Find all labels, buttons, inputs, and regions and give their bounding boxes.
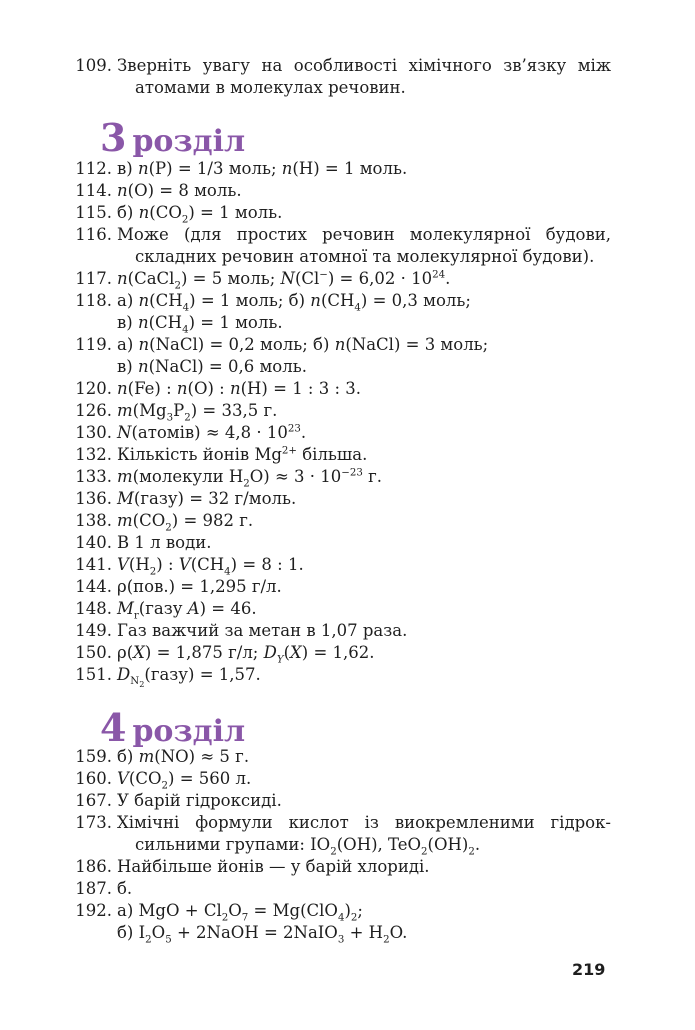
answer-text: ρ(пов.) = 1,295 г/л. <box>117 577 282 596</box>
answer-number: 126. <box>75 401 112 420</box>
answer-number: 112. <box>75 159 112 178</box>
answer-number: 187. <box>75 879 112 898</box>
answer-number: 192. <box>75 901 112 920</box>
answer-text: N(атомів) ≈ $4,8 \cdot 10^{23}$. <box>117 423 307 442</box>
answer-118-cont: в) $n(CH_4) = 1$ моль. <box>117 313 283 336</box>
answer-text: Зверніть увагу на особливості хімічного зв’язку між <box>117 56 611 75</box>
answer-text: $m(CO_2) = 982$ г. <box>117 511 254 534</box>
answer-text: Хімічні формули кислот із виокремленими гідрок- <box>117 813 611 832</box>
answer-text: Найбільше йонів — у барій хлориді. <box>117 857 430 876</box>
answer-192-cont: б) $I_2O_5$ + 2NaOH = 2NaIO$_3$ + $H_2O$. <box>117 923 408 946</box>
answer-number: 148. <box>75 599 112 618</box>
answer-text: n(Fe) : n(O) : n(H) = 1 : 3 : 3. <box>117 379 362 398</box>
answer-text: $V(H_2)$ : $V(CH_4) = 8$ : 1. <box>117 555 304 578</box>
answer-number: 159. <box>75 747 112 766</box>
answer-number: 130. <box>75 423 112 442</box>
answer-text: а) n(NaCl) = 0,2 моль; б) n(NaCl) = 3 моль; <box>117 335 489 354</box>
answer-number: 114. <box>75 181 112 200</box>
answer-number: 173. <box>75 813 112 832</box>
answer-number: 160. <box>75 769 112 788</box>
section-3-heading <box>100 115 245 160</box>
answer-number: 109. <box>75 56 112 75</box>
answer-text: $D_{N_2}(газу) = 1,57$. <box>117 665 261 690</box>
section-title: розділ <box>132 124 246 159</box>
answer-text: m(молекули $H_2O) \approx 3 \cdot 10^{-23}$ г. <box>117 467 382 490</box>
answer-number: 140. <box>75 533 112 552</box>
section-number: 4 <box>100 705 127 750</box>
answer-text: n(O) = 8 моль. <box>117 181 242 200</box>
answer-119-cont: в) n(NaCl) = 0,6 моль. <box>117 357 307 376</box>
answer-173-cont: сильними групами: $IO_2(OH)$, $TeO_2(OH)_2$. <box>135 835 481 858</box>
answer-text: Газ важчий за метан в 1,07 раза. <box>117 621 408 640</box>
answer-number: 167. <box>75 791 112 810</box>
answer-text: б) m(NO) ≈ 5 г. <box>117 747 250 766</box>
answer-text: а) MgO + $Cl_2O_7 = Mg(ClO_4)_2$; <box>117 901 363 924</box>
answer-text: Кількість йонів $Mg^{2+}$ більша. <box>117 445 368 464</box>
answer-number: 132. <box>75 445 112 464</box>
answer-text: $V(CO_2) = 560$ л. <box>117 769 252 792</box>
section-number: 3 <box>100 115 127 160</box>
answer-text: n(CaCl$_2$) = 5 моль; $N(Cl^-) = 6,02 \cdot 10^{24}$. <box>117 269 451 292</box>
answer-116-cont: складних речовин атомної та молекулярної будови). <box>135 247 595 266</box>
answer-number: 150. <box>75 643 112 662</box>
answer-number: 149. <box>75 621 112 640</box>
section-4-heading <box>100 705 245 750</box>
answer-number: 119. <box>75 335 112 354</box>
answer-number: 120. <box>75 379 112 398</box>
answer-text: $M_r(газу$ A) = 46. <box>117 599 257 622</box>
answer-number: 116. <box>75 225 112 244</box>
answer-text: Може (для простих речовин молекулярної будови, <box>117 225 611 244</box>
page-number: 219 <box>572 960 606 979</box>
answer-text: б. <box>117 879 133 898</box>
answer-text: б) $n(CO_2) = 1$ моль. <box>117 203 283 226</box>
answer-number: 144. <box>75 577 112 596</box>
answer-text: а) $n(CH_4) = 1$ моль; б) $n(CH_4) = 0,3$ моль; <box>117 291 471 314</box>
answer-text: В 1 л води. <box>117 533 212 552</box>
answer-number: 117. <box>75 269 112 288</box>
answer-number: 138. <box>75 511 112 530</box>
answer-number: 133. <box>75 467 112 486</box>
answer-text: $m(Mg_3P_2) = 33,5$ г. <box>117 401 278 424</box>
answer-number: 186. <box>75 857 112 876</box>
answer-number: 151. <box>75 665 112 684</box>
answer-text: У барій гідроксиді. <box>117 791 282 810</box>
answer-number: 118. <box>75 291 112 310</box>
answer-number: 141. <box>75 555 112 574</box>
answer-text: M(газу) = 32 г/моль. <box>117 489 297 508</box>
answer-number: 115. <box>75 203 112 222</box>
section-title: розділ <box>132 714 246 749</box>
answer-text: ρ(X) = 1,875 г/л; $D_Y(X) = 1,62$. <box>117 643 375 666</box>
answer-number: 136. <box>75 489 112 508</box>
answer-text: в) n(P) = 1/3 моль; n(H) = 1 моль. <box>117 159 408 178</box>
answer-109-cont: атомами в молекулах речовин. <box>135 78 406 97</box>
